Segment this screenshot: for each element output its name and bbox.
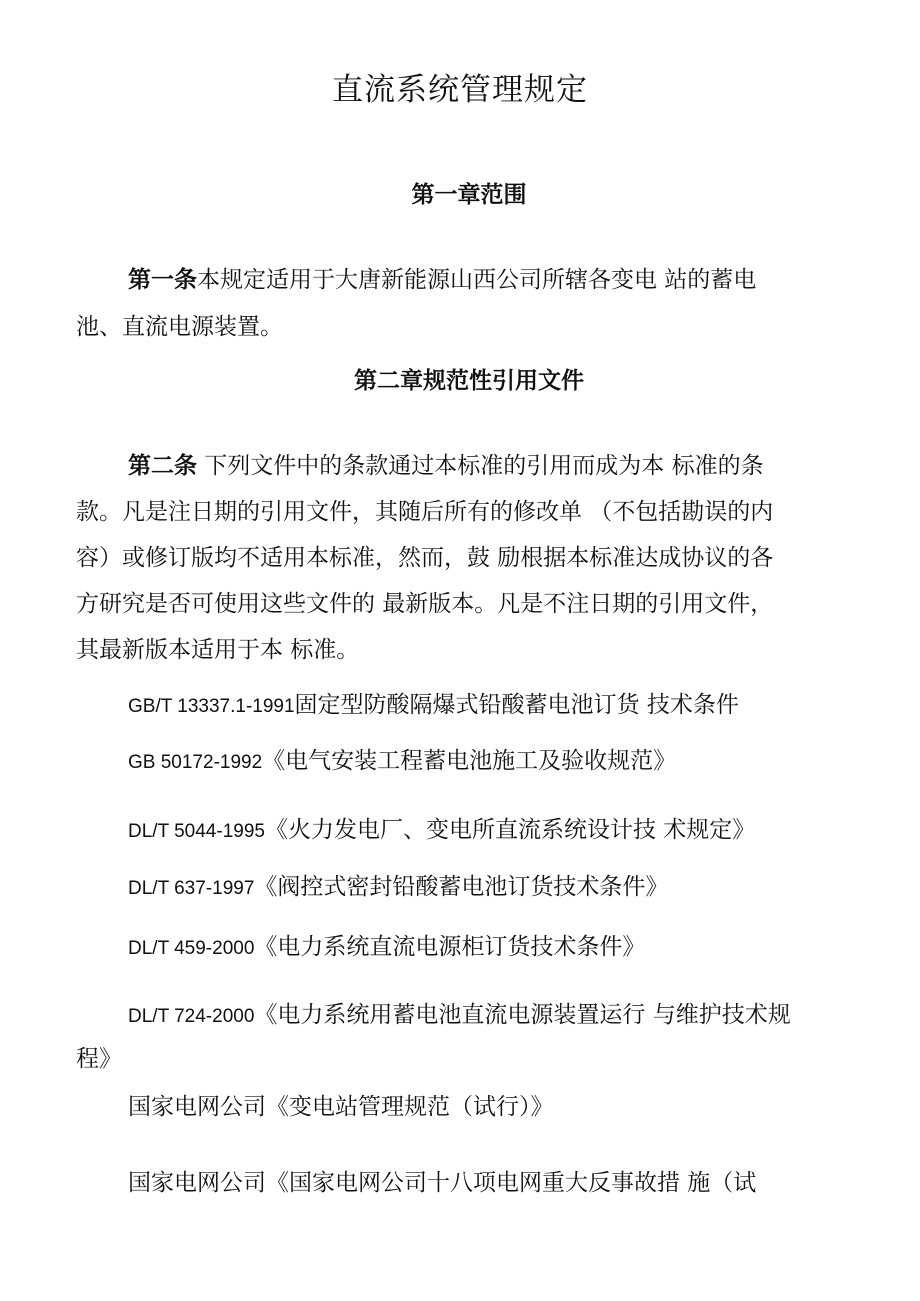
reference-item <box>128 811 755 844</box>
reference-title: 《变电站管理规范（试行）》 <box>266 1094 554 1120</box>
reference-item <box>128 868 668 901</box>
article-1-text: 本规定适用于大唐新能源山西公司所辖各变电 站的蓄电 <box>197 267 757 293</box>
article-2-line-3: 容）或修订版均不适用本标准，然而，鼓 励根据本标准达成协议的各 <box>76 545 774 571</box>
article-2-text: 下列文件中的条款通过本标准的引用而成为本 标准的条 <box>197 453 764 479</box>
article-1-line-2: 池、直流电源装置。 <box>76 314 283 340</box>
reference-code: DL/T 724-2000 <box>128 1006 255 1027</box>
chapter-2-heading: 第二章规范性引用文件 <box>354 368 584 394</box>
article-2-line-5: 其最新版本适用于本 标准。 <box>76 637 360 663</box>
reference-title: 《电力系统直流电源柜订货技术条件》 <box>254 934 646 960</box>
reference-item <box>128 1164 756 1197</box>
reference-code: GB/T 13337.1-1991 <box>128 696 295 717</box>
reference-code: DL/T 637-1997 <box>128 878 255 899</box>
reference-code: DL/T 459-2000 <box>128 938 255 959</box>
article-2-label: 第二条 <box>128 453 197 479</box>
article-2-line-2: 款。凡是注日期的引用文件，其随后所有的修改单 （不包括勘误的内 <box>76 499 774 525</box>
article-1-line-1 <box>128 258 756 302</box>
reference-item <box>128 1088 554 1121</box>
reference-code: 国家电网公司 <box>128 1094 266 1120</box>
reference-title: 《国家电网公司十八项电网重大反事故措 施（试 <box>266 1170 757 1196</box>
reference-code: DL/T 5044-1995 <box>128 821 265 842</box>
reference-code: 国家电网公司 <box>128 1170 266 1196</box>
reference-continuation: 程》 <box>76 1046 122 1072</box>
reference-title: 《电气安装工程蓄电池施工及验收规范》 <box>262 748 677 774</box>
reference-item <box>128 742 676 775</box>
reference-item <box>128 928 645 961</box>
chapter-1-heading: 第一章范围 <box>411 182 527 208</box>
reference-title: 《电力系统用蓄电池直流电源装置运行 与维护技术规 <box>254 1002 791 1028</box>
reference-title: 固定型防酸隔爆式铅酸蓄电池订货 技术条件 <box>294 692 739 718</box>
reference-title: 《阀控式密封铅酸蓄电池订货技术条件》 <box>254 874 669 900</box>
article-2-line-1 <box>128 444 764 488</box>
reference-code: GB 50172-1992 <box>128 752 263 773</box>
reference-item <box>128 996 791 1029</box>
article-1-label: 第一条 <box>128 267 197 293</box>
article-2-line-4: 方研究是否可使用这些文件的 最新版本。凡是不注日期的引用文件， <box>76 591 774 617</box>
page-title: 直流系统管理规定 <box>332 72 588 108</box>
reference-item <box>128 686 739 719</box>
reference-title: 《火力发电厂、变电所直流系统设计技 术规定》 <box>264 817 756 843</box>
